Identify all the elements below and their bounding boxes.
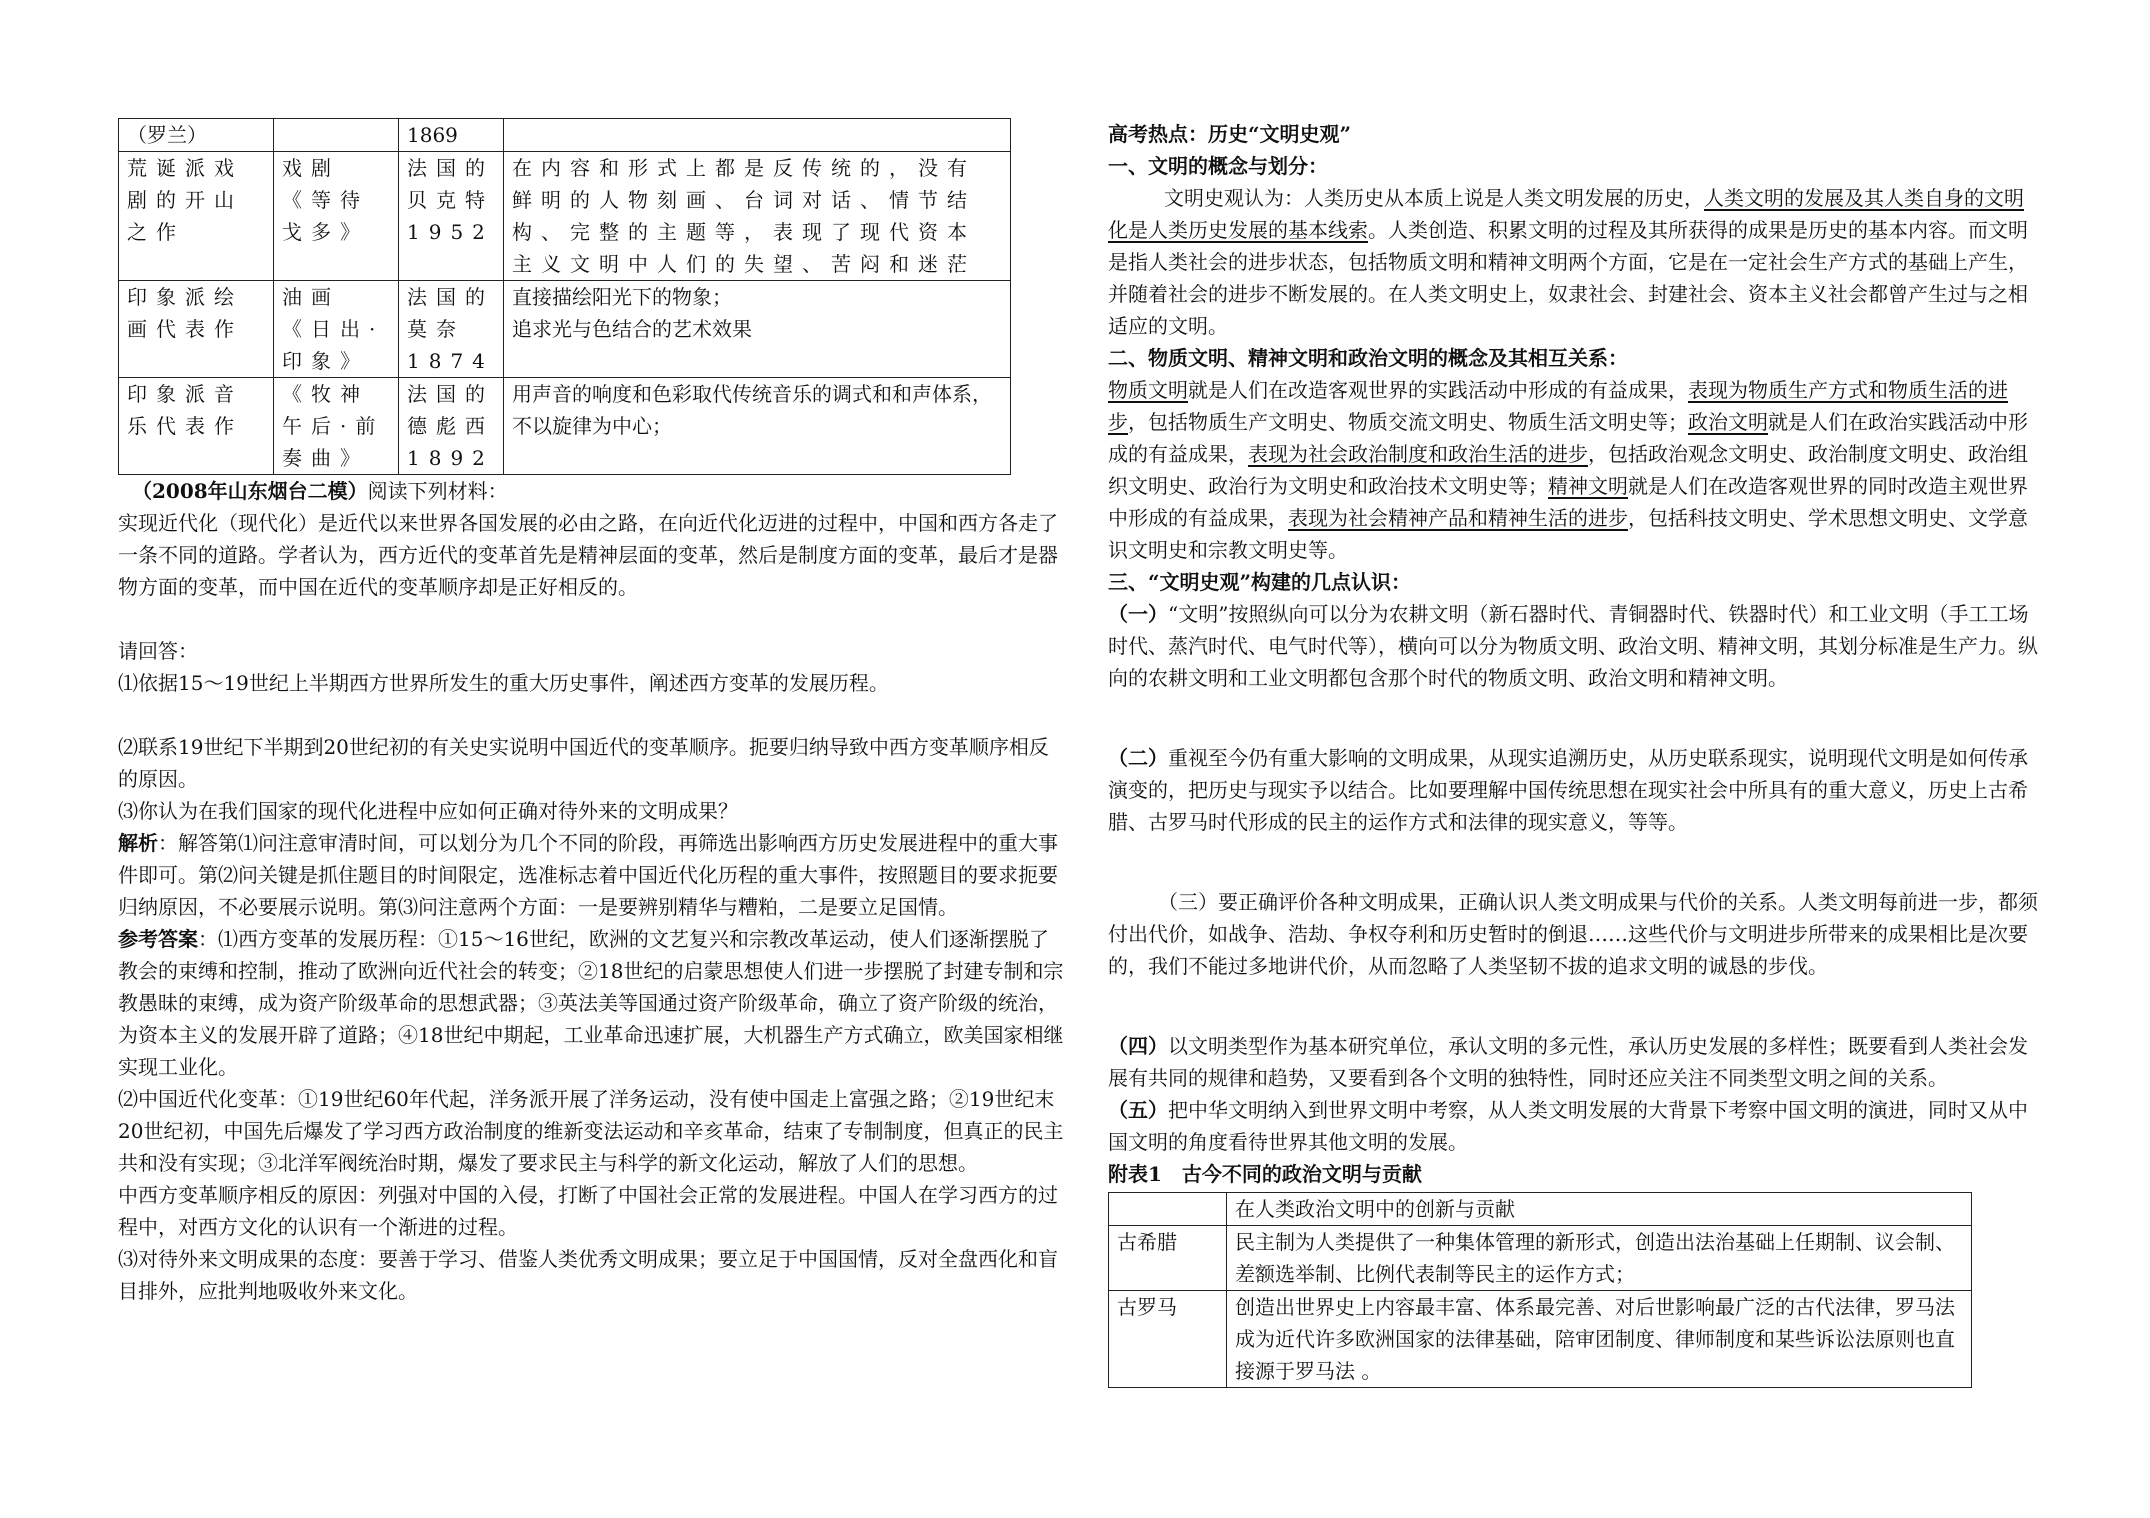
table-cell: 创造出世界史上内容最丰富、体系最完善、对后世影响最广泛的古代法律，罗马法成为近代许多欧洲国家的法律基础，陪审团制度、律师制度和某些诉讼法原则也直接源于罗马法 。: [1227, 1291, 1972, 1388]
table-cell: 直接描绘阳光下的物象； 追求光与色结合的艺术效果: [504, 281, 1011, 378]
left-column: [118, 118, 1066, 1307]
point-5: （五）把中华文明纳入到世界文明中考察，从人类文明发展的大背景下考察中国文明的演进，同时又从中国文明的角度看待世界其他文明的发展。: [1108, 1098, 2028, 1154]
table-cell: 戏剧《等待戈多》: [274, 152, 399, 281]
answer-2: ⑵中国近代化变革：①19世纪60年代起，洋务派开展了洋务运动，没有使中国走上富强之路；②19世纪末20世纪初，中国先后爆发了学习西方政治制度的维新变法运动和辛亥革命，结束了专制制度，但真正的民主共和没有实现；③北洋军阀统治时期，爆发了要求民主与科学的新文化运动，解放了人们的思想。: [118, 1087, 1064, 1175]
question-source: （2008年山东烟台二模）阅读下列材料：: [132, 479, 508, 503]
table-cell: [504, 119, 1011, 152]
table-cell: 油画《日出·印象》: [274, 281, 399, 378]
table-row: [1109, 1291, 1972, 1388]
table-row: [119, 119, 1011, 152]
question-3: ⑶你认为在我们国家的现代化进程中应如何正确对待外来的文明成果？: [118, 799, 738, 823]
table-cell: （罗兰）: [119, 119, 274, 152]
page-title: 高考热点：历史“文明史观”: [1108, 122, 1352, 146]
section-2-heading: 二、物质文明、精神文明和政治文明的概念及其相互关系：: [1108, 346, 1628, 370]
table-cell: 用声音的响度和色彩取代传统音乐的调式和和声体系，不以旋律为中心；: [504, 378, 1011, 475]
table-cell: 印象派绘画代表作: [119, 281, 274, 378]
table-cell: 1869: [399, 119, 504, 152]
question-2: ⑵联系19世纪下半期到20世纪初的有关史实说明中国近代的变革顺序。扼要归纳导致中西方变革顺序相反的原因。: [118, 735, 1049, 791]
table-cell: 在内容和形式上都是反传统的，没有鲜明的人物刻画、台词对话、情节结构、完整的主题等，表现了现代资本主义文明中人们的失望、苦闷和迷茫: [504, 152, 1011, 281]
answer-4: ⑶对待外来文明成果的态度：要善于学习、借鉴人类优秀文明成果；要立足于中国国情，反对全盘西化和盲目排外，应批判地吸收外来文化。: [118, 1247, 1058, 1303]
point-2: （二）重视至今仍有重大影响的文明成果，从现实追溯历史，从历史联系现实，说明现代文明是如何传承演变的，把历史与现实予以结合。比如要理解中国传统思想在现实社会中所具有的重大意义，历史上古希腊、古罗马时代形成的民主的运作方式和法律的现实意义，等等。: [1108, 746, 2028, 834]
analysis: 解析：解答第⑴问注意审清时间，可以划分为几个不同的阶段，再筛选出影响西方历史发展进程中的重大事件即可。第⑵问关键是抓住题目的时间限定，选准标志着中国近代化历程的重大事件，按照题目的要求扼要归纳原因，不必要展示说明。第⑶问注意两个方面：一是要辨别精华与糟粕，二是要立足国情。: [118, 831, 1058, 919]
table-cell: 古希腊: [1109, 1226, 1227, 1291]
arts-table: [118, 118, 1011, 475]
table-cell: 民主制为人类提供了一种集体管理的新形式，创造出法治基础上任期制、议会制、差额选举制、比例代表制等民主的运作方式；: [1227, 1226, 1972, 1291]
material-text: 实现近代化（现代化）是近代以来世界各国发展的必由之路，在向近代化迈进的过程中，中国和西方各走了一条不同的道路。学者认为，西方近代的变革首先是精神层面的变革，然后是制度方面的变革，最后才是器物方面的变革，而中国在近代的变革顺序却是正好相反的。: [118, 511, 1058, 599]
question-1: ⑴依据15～19世纪上半期西方世界所发生的重大历史事件，阐述西方变革的发展历程。: [118, 671, 889, 695]
table-cell: 古罗马: [1109, 1291, 1227, 1388]
section-1-heading: 一、文明的概念与划分：: [1108, 154, 1328, 178]
section-2-text: 物质文明就是人们在改造客观世界的实践活动中形成的有益成果，表现为物质生产方式和物质生活的进步，包括物质生产文明史、物质交流文明史、物质生活文明史等；政治文明就是人们在政治实践活动中形成的有益成果，表现为社会政治制度和政治生活的进步，包括政治观念文明史、政治制度文明史、政治组织文明史、政治行为文明史和政治技术文明史等；精神文明就是人们在改造客观世界的同时改造主观世界中形成的有益成果，表现为社会精神产品和精神生活的进步，包括科技文明史、学术思想文明史、文学意识文明史和宗教文明史等。: [1108, 378, 2028, 562]
point-1: （一）“文明”按照纵向可以分为农耕文明（新石器时代、青铜器时代、铁器时代）和工业文明（手工工场时代、蒸汽时代、电气时代等），横向可以分为物质文明、政治文明、精神文明，其划分标准是生产力。纵向的农耕文明和工业文明都包含那个时代的物质文明、政治文明和精神文明。: [1108, 602, 2038, 690]
point-4: （四）以文明类型作为基本研究单位，承认文明的多元性，承认历史发展的多样性；既要看到人类社会发展有共同的规律和趋势，又要看到各个文明的独特性，同时还应关注不同类型文明之间的关系。: [1108, 1034, 2028, 1090]
table-cell: 法国的莫奈1874: [399, 281, 504, 378]
table-cell: 法国的德彪西1892: [399, 378, 504, 475]
table-cell: 印象派音乐代表作: [119, 378, 274, 475]
analysis-label: 解析: [118, 831, 158, 855]
table-title: 附表1 古今不同的政治文明与贡献: [1108, 1162, 1422, 1186]
right-column: [1108, 118, 2040, 1388]
question-intro: 请回答：: [118, 639, 198, 663]
answer-1: 参考答案：⑴西方变革的发展历程：①15～16世纪，欧洲的文艺复兴和宗教改革运动，使人们逐渐摆脱了教会的束缚和控制，推动了欧洲向近代社会的转变；②18世纪的启蒙思想使人们进一步摆脱了封建专制和宗教愚昧的束缚，成为资产阶级革命的思想武器；③英法美等国通过资产阶级革命，确立了资产阶级的统治，为资本主义的发展开辟了道路；④18世纪中期起，工业革命迅速扩展，大机器生产方式确立，欧美国家相继实现工业化。: [118, 927, 1064, 1079]
table-row: [119, 281, 1011, 378]
table-cell: 《牧神午后·前奏曲》: [274, 378, 399, 475]
table-cell: 荒诞派戏剧的开山之作: [119, 152, 274, 281]
table-cell: 法国的贝克特1952: [399, 152, 504, 281]
table-cell: [1109, 1193, 1227, 1226]
point-3: （三）要正确评价各种文明成果，正确认识人类文明成果与代价的关系。人类文明每前进一步，都须付出代价，如战争、浩劫、争权夺利和历史暂时的倒退……这些代价与文明进步所带来的成果相比是次要的，我们不能过多地讲代价，从而忽略了人类坚韧不拔的追求文明的诚恳的步伐。: [1108, 890, 2038, 978]
section-1-text: 文明史观认为：人类历史从本质上说是人类文明发展的历史，人类文明的发展及其人类自身的文明化是人类历史发展的基本线索。人类创造、积累文明的过程及其所获得的成果是历史的基本内容。而文明是指人类社会的进步状态，包括物质文明和精神文明两个方面，它是在一定社会生产方式的基础上产生，并随着社会的进步不断发展的。在人类文明史上，奴隶社会、封建社会、资本主义社会都曾产生过与之相适应的文明。: [1108, 186, 2028, 338]
table-row: [119, 378, 1011, 475]
table-row: [1109, 1193, 1972, 1226]
table-row: [1109, 1226, 1972, 1291]
table-header: 在人类政治文明中的创新与贡献: [1227, 1193, 1972, 1226]
answer-3: 中西方变革顺序相反的原因：列强对中国的入侵，打断了中国社会正常的发展进程。中国人在学习西方的过程中，对西方文化的认识有一个渐进的过程。: [118, 1183, 1058, 1239]
answer-label: 参考答案: [118, 927, 198, 951]
section-3-heading: 三、“文明史观”构建的几点认识：: [1108, 570, 1412, 594]
civilization-table: [1108, 1192, 1972, 1388]
source-label: （2008年山东烟台二模）: [132, 479, 368, 503]
table-cell: [274, 119, 399, 152]
table-row: [119, 152, 1011, 281]
